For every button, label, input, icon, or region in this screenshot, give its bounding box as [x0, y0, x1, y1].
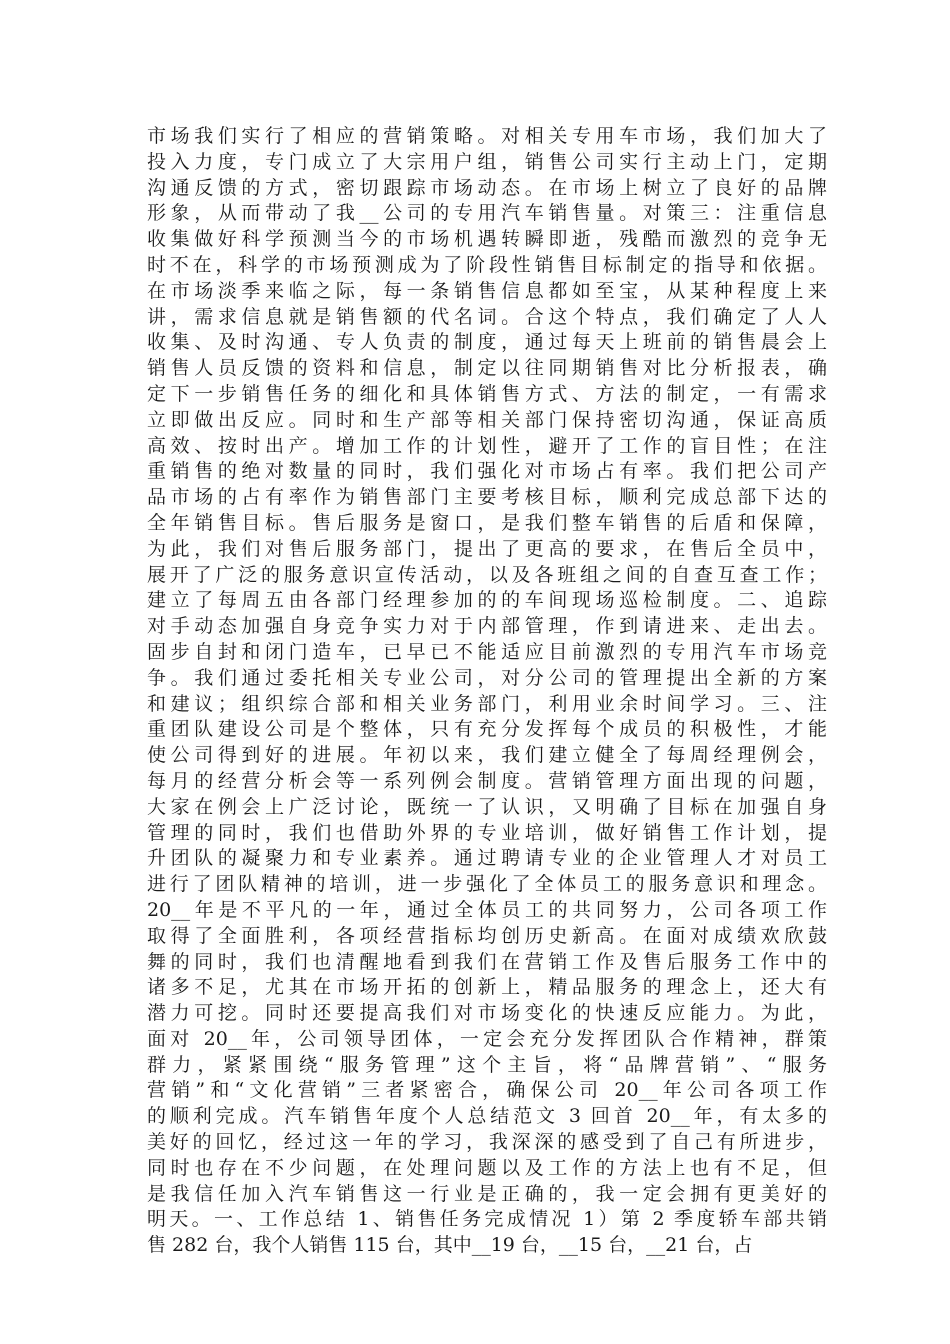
text-line: 市场我们实行了相应的营销策略。对相关专用车市场，我们加大了 — [147, 125, 827, 147]
text-line: 同时也存在不少问题，在处理问题以及工作的方法上也有不足，但 — [147, 1156, 827, 1179]
body-text — [147, 124, 827, 1259]
text-line: 全年销售目标。售后服务是窗口，是我们整车销售的后盾和保障， — [147, 511, 827, 534]
text-line: 展开了广泛的服务意识宣传活动，以及各班组之间的自查互查工作； — [147, 563, 827, 586]
text-line: 高效、按时出产。增加工作的计划性，避开了工作的盲目性；在注 — [147, 434, 827, 457]
text-line: 为此，我们对售后服务部门，提出了更高的要求，在售后全员中， — [147, 537, 827, 560]
text-line: 升团队的凝聚力和专业素养。通过聘请专业的企业管理人才对员工 — [147, 847, 827, 870]
text-line: 立即做出反应。同时和生产部等相关部门保持密切沟通，保证高质 — [147, 408, 827, 431]
text-line: 潜力可挖。同时还要提高我们对市场变化的快速反应能力。为此， — [147, 1002, 827, 1025]
text-line: 重团队建设公司是个整体，只有充分发挥每个成员的积极性，才能 — [147, 718, 827, 741]
text-line: 营销”和“文化营销”三者紧密合，确保公司 20__年公司各项工作 — [147, 1079, 827, 1102]
text-line: 群力，紧紧围绕“服务管理”这个主旨，将“品牌营销”、“服务 — [147, 1053, 827, 1076]
text-line: 在市场淡季来临之际，每一条销售信息都如至宝，从某种程度上来 — [147, 279, 827, 302]
text-line: 对手动态加强自身竞争实力对于内部管理，作到请进来、走出去。 — [147, 615, 827, 638]
text-line: 使公司得到好的进展。年初以来，我们建立健全了每周经理例会， — [147, 744, 827, 767]
text-line: 大家在例会上广泛讨论，既统一了认识，又明确了目标在加强自身 — [147, 795, 827, 818]
text-line: 取得了全面胜利，各项经营指标均创历史新高。在面对成绩欢欣鼓 — [147, 924, 827, 947]
text-line: 形象，从而带动了我__公司的专用汽车销售量。对策三：注重信息 — [147, 202, 827, 225]
text-line: 销售人员反馈的资料和信息，制定以往同期销售对比分析报表，确 — [147, 357, 827, 380]
text-line: 投入力度，专门成立了大宗用户组，销售公司实行主动上门，定期 — [147, 150, 827, 173]
text-line: 面对 20__年，公司领导团体，一定会充分发挥团队合作精神，群策 — [147, 1027, 827, 1050]
text-line: 售 282 台，我个人销售 115 台，其中__19 台，__15 台，__21 台，占 — [147, 1234, 753, 1257]
text-line: 讲，需求信息就是销售额的代名词。合这个特点，我们确定了人人 — [147, 305, 827, 328]
text-line: 的顺利完成。汽车销售年度个人总结范文 3 回首 20__年，有太多的 — [147, 1105, 827, 1128]
text-line: 是我信任加入汽车销售这一行业是正确的，我一定会拥有更美好的 — [147, 1182, 827, 1205]
text-line: 明天。一、工作总结 1、销售任务完成情况 1）第 2 季度轿车部共销 — [147, 1208, 827, 1231]
text-line: 沟通反馈的方式，密切跟踪市场动态。在市场上树立了良好的品牌 — [147, 176, 827, 199]
text-line: 重销售的绝对数量的同时，我们强化对市场占有率。我们把公司产 — [147, 460, 827, 483]
text-line: 时不在，科学的市场预测成为了阶段性销售目标制定的指导和依据。 — [147, 253, 827, 276]
text-line: 20__年是不平凡的一年，通过全体员工的共同努力，公司各项工作 — [147, 898, 827, 921]
text-line: 定下一步销售任务的细化和具体销售方式、方法的制定，一有需求 — [147, 382, 827, 405]
text-line: 收集、及时沟通、专人负责的制度，通过每天上班前的销售晨会上 — [147, 331, 827, 354]
text-line: 美好的回忆，经过这一年的学习，我深深的感受到了自己有所进步， — [147, 1131, 827, 1154]
text-line: 建立了每周五由各部门经理参加的的车间现场巡检制度。二、追踪 — [147, 589, 827, 612]
text-line: 每月的经营分析会等一系列例会制度。营销管理方面出现的问题， — [147, 769, 827, 792]
text-line: 固步自封和闭门造车，已早已不能适应目前激烈的专用汽车市场竞 — [147, 640, 827, 663]
text-line: 诸多不足，尤其在市场开拓的创新上，精品服务的理念上，还大有 — [147, 976, 827, 999]
text-line: 品市场的占有率作为销售部门主要考核目标，顺利完成总部下达的 — [147, 486, 827, 509]
text-line: 收集做好科学预测当今的市场机遇转瞬即逝，残酷而激烈的竞争无 — [147, 228, 827, 251]
text-line: 进行了团队精神的培训，进一步强化了全体员工的服务意识和理念。 — [147, 873, 827, 896]
text-line: 管理的同时，我们也借助外界的专业培训，做好销售工作计划，提 — [147, 821, 827, 844]
text-line: 舞的同时，我们也清醒地看到我们在营销工作及售后服务工作中的 — [147, 950, 827, 973]
text-line: 争。我们通过委托相关专业公司，对分公司的管理提出全新的方案 — [147, 666, 827, 689]
text-line: 和建议；组织综合部和相关业务部门，利用业余时间学习。三、注 — [147, 692, 827, 715]
